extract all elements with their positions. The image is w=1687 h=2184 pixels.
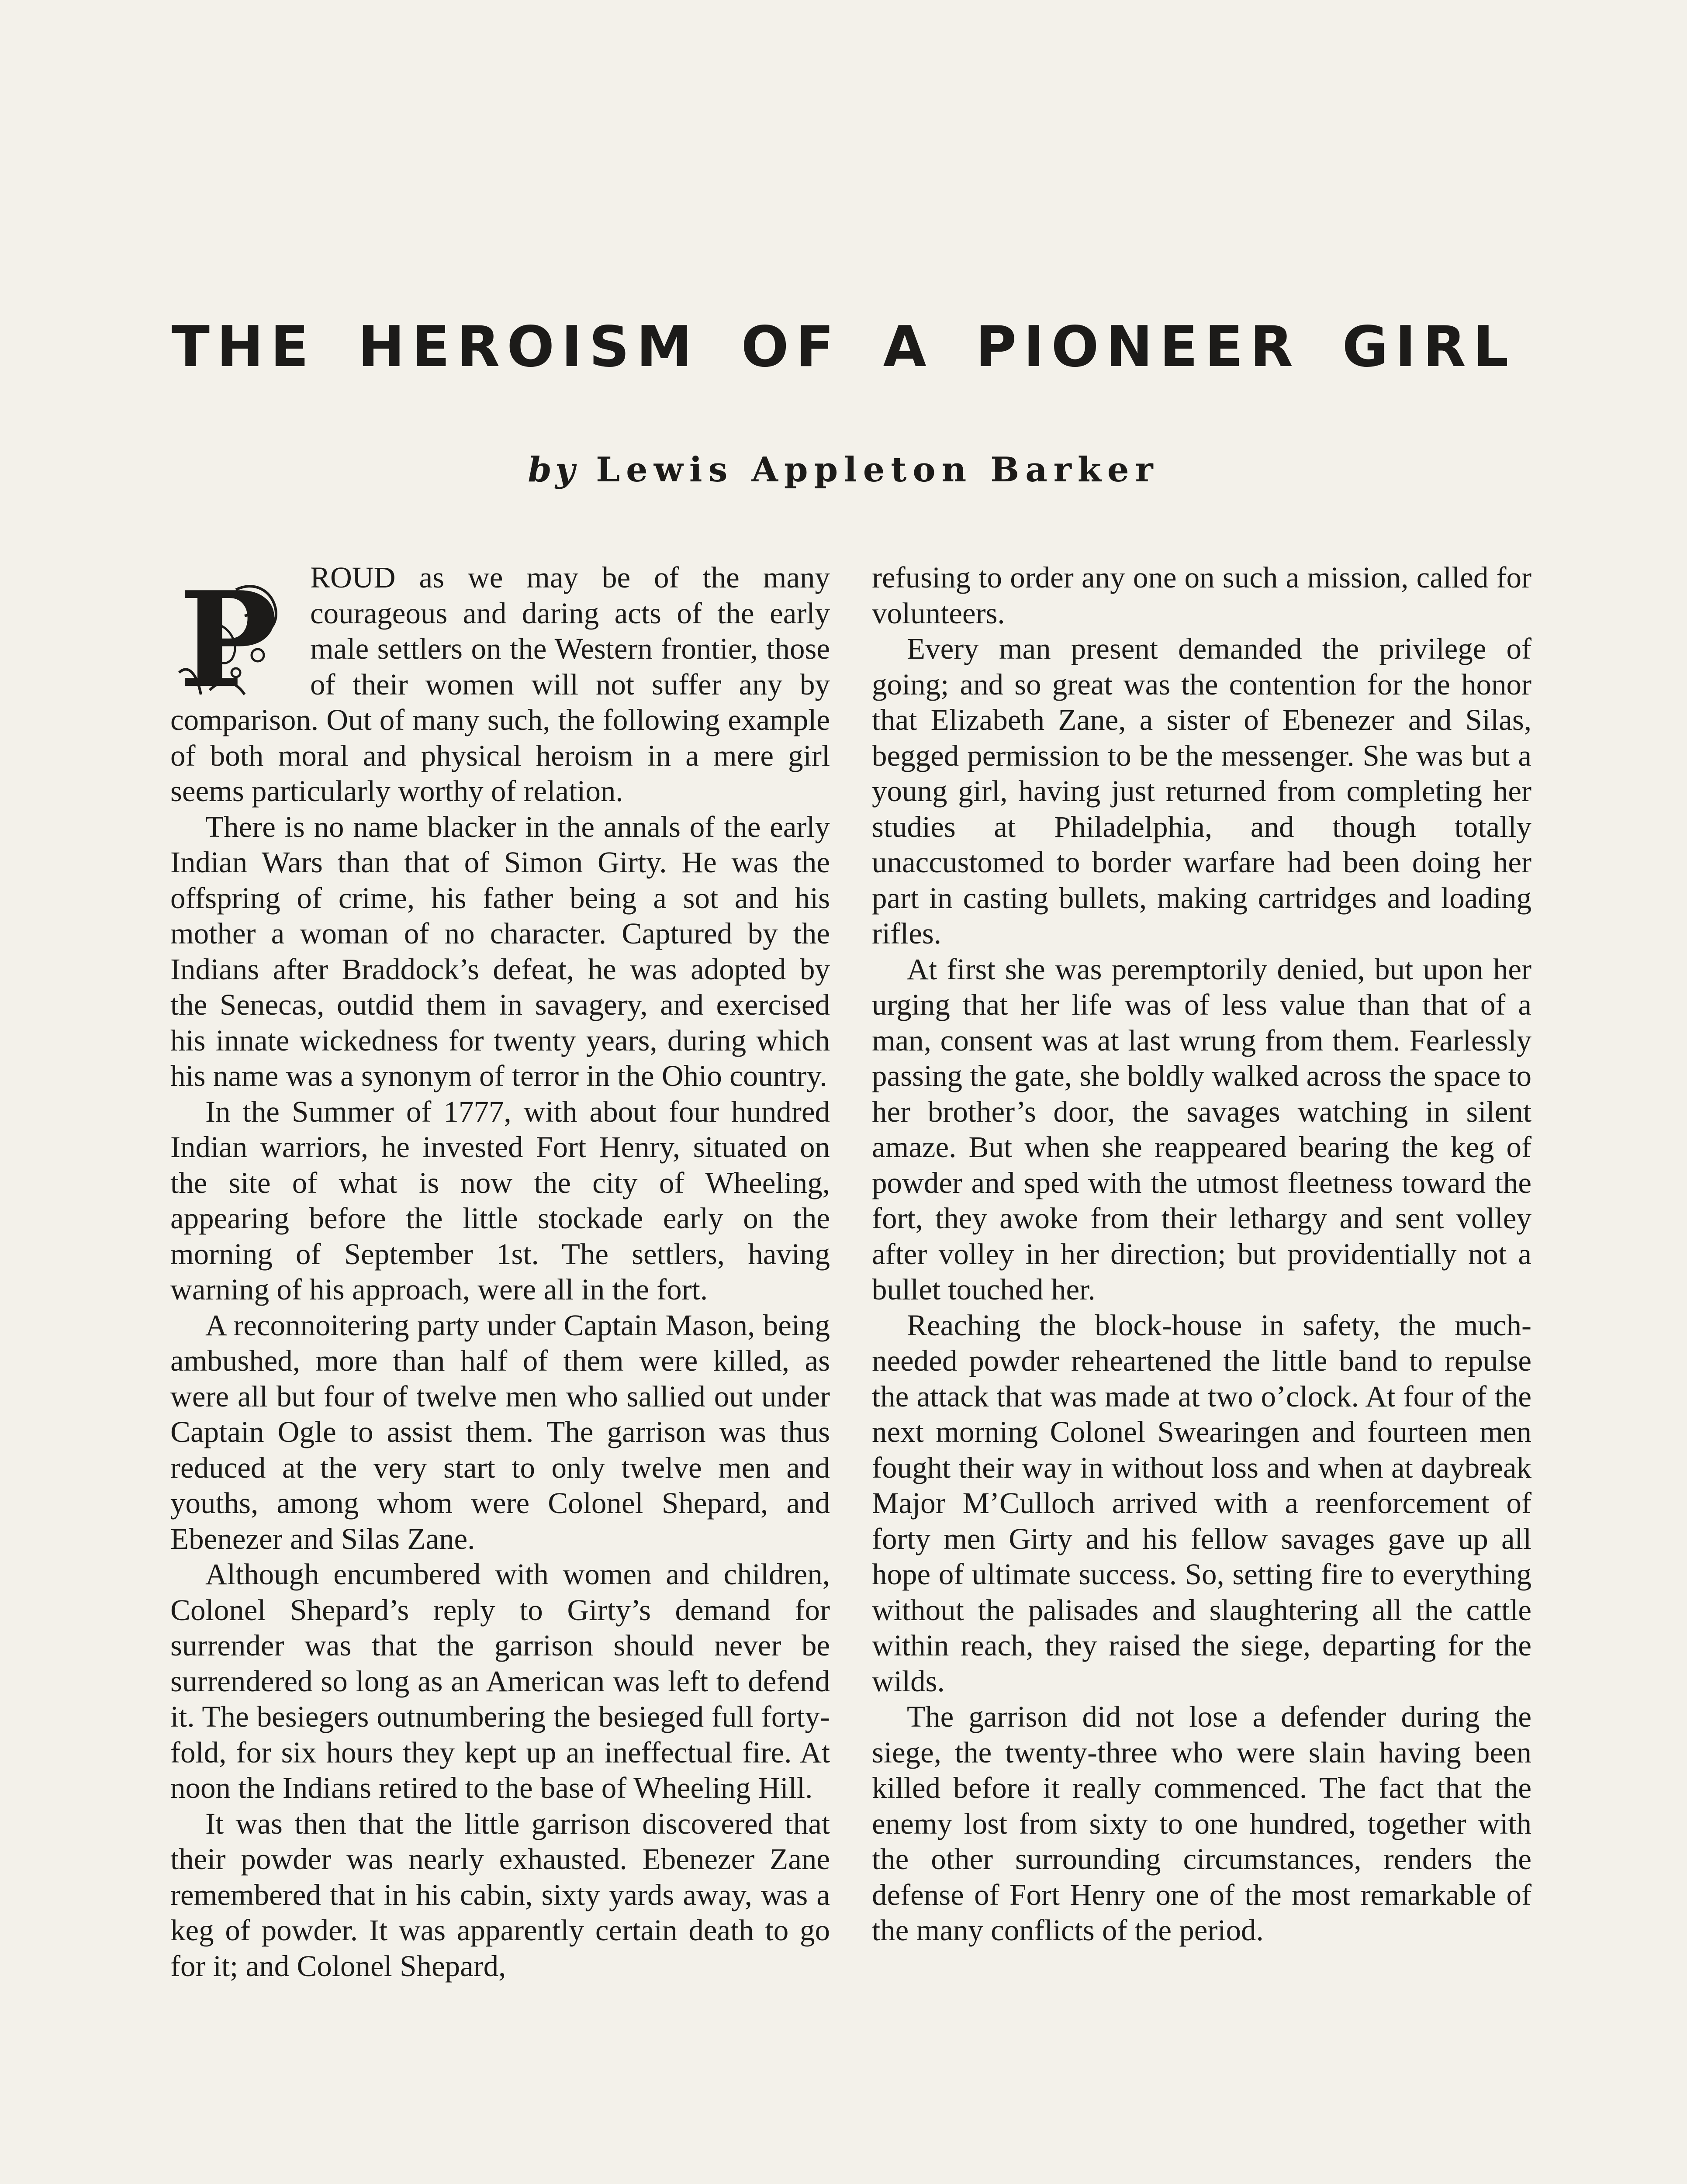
paragraph: At first she was peremptorily denied, but upon her urging that her life was of less value than that of a man, consent was at last wrung from them. Fearlessly passing the gate, she boldly walked across the space to her brother’s door, the savages watching in silent amaze. But when she reappeared bearing the keg of powder and sped with the utmost fleetness toward the fort, they awoke from their lethargy and sent volley after volley in her direction; but providentially not a bullet touched her. — [872, 952, 1531, 1306]
byline — [0, 450, 1687, 490]
paragraph: Every man present demanded the privilege of going; and so great was the contention for the honor that Elizabeth Zane, a sister of Ebenezer and Silas, begged permission to be the messenger. She was but a young girl, having just returned from completing her studies at Philadelphia, and though totally unaccustomed to border warfare had been doing her part in casting bullets, making cartridges and loading rifles. — [872, 632, 1531, 950]
drop-cap — [170, 563, 301, 702]
paragraph: A reconnoitering party under Captain Mason, being ambushed, more than half of them were killed, as were all but four of twelve men who sallied out under Captain Ogle to assist them. The garrison was thus reduced at the very start to only twelve men and youths, among whom were Colonel Shepard, and Ebenezer and Silas Zane. — [170, 1308, 830, 1555]
author-name: Lewis Appleton Barker — [596, 450, 1159, 490]
paragraph: In the Summer of 1777, with about four hundred Indian warriors, he invested Fort Henry, situated on the site of what is now the city of Wheeling, appearing before the little stockade early on the morning of September 1st. The settlers, having warning of his approach, were all in the fort. — [170, 1095, 830, 1306]
left-column — [170, 560, 830, 1984]
drop-cap-letter: P — [179, 563, 278, 702]
paragraph-continuation: refusing to order any one on such a mission, called for volunteers. — [872, 561, 1531, 630]
paragraph: It was then that the little garrison discovered that their powder was nearly exhausted. Ebenezer Zane remembered that in his cabin, sixty yards away, was a keg of powder. It was apparently certain death to go for it; and Colonel Shepard, — [170, 1807, 830, 1983]
article-title: THE HEROISM OF A PIONEER GIRL — [171, 314, 1516, 380]
paragraph-intro: ROUD as we may be of the many courageous and daring acts of the early male settlers on the Western frontier, those of their women will not suffer any by comparison. Out of many such, the following example of both moral and physical heroism in a mere girl seems particularly worthy of relation. — [170, 561, 830, 808]
paragraph: The garrison did not lose a defender during the siege, the twenty-three who were slain having been killed before it really commenced. The fact that the enemy lost from sixty to one hundred, together with the other surrounding circumstances, renders the defense of Fort Henry one of the most remarkable of the many conflicts of the period. — [872, 1700, 1531, 1947]
ornamental-drop-cap-icon — [170, 563, 301, 702]
byline-prefix: by — [528, 450, 579, 490]
paragraph: Reaching the block-house in safety, the much-needed powder reheartened the little band to repulse the attack that was made at two o’clock. At four of the next morning Colonel Swearingen and fourteen men fought their way in without loss and when at daybreak Major M’Culloch arrived with a reenforcement of forty men Girty and his fellow savages gave up all hope of ultimate success. So, setting fire to everything without the palisades and slaughtering all the cattle within reach, they raised the siege, departing for the wilds. — [872, 1308, 1531, 1698]
paragraph: Although encumbered with women and children, Colonel Shepard’s reply to Girty’s demand for surrender was that the garrison should never be surrendered so long as an American was left to defend it. The besiegers outnumbering the besieged full forty-fold, for six hours they kept up an ineffectual fire. At noon the Indians retired to the base of Wheeling Hill. — [170, 1558, 830, 1804]
paragraph: There is no name blacker in the annals of the early Indian Wars than that of Simon Girty. He was the offspring of crime, his father being a sot and his mother a woman of no character. Captured by the Indians after Braddock’s defeat, he was adopted by the Senecas, outdid them in savagery, and exercised his innate wickedness for twenty years, during which his name was a synonym of terror in the Ohio country. — [170, 810, 830, 1092]
right-column — [872, 560, 1531, 1949]
